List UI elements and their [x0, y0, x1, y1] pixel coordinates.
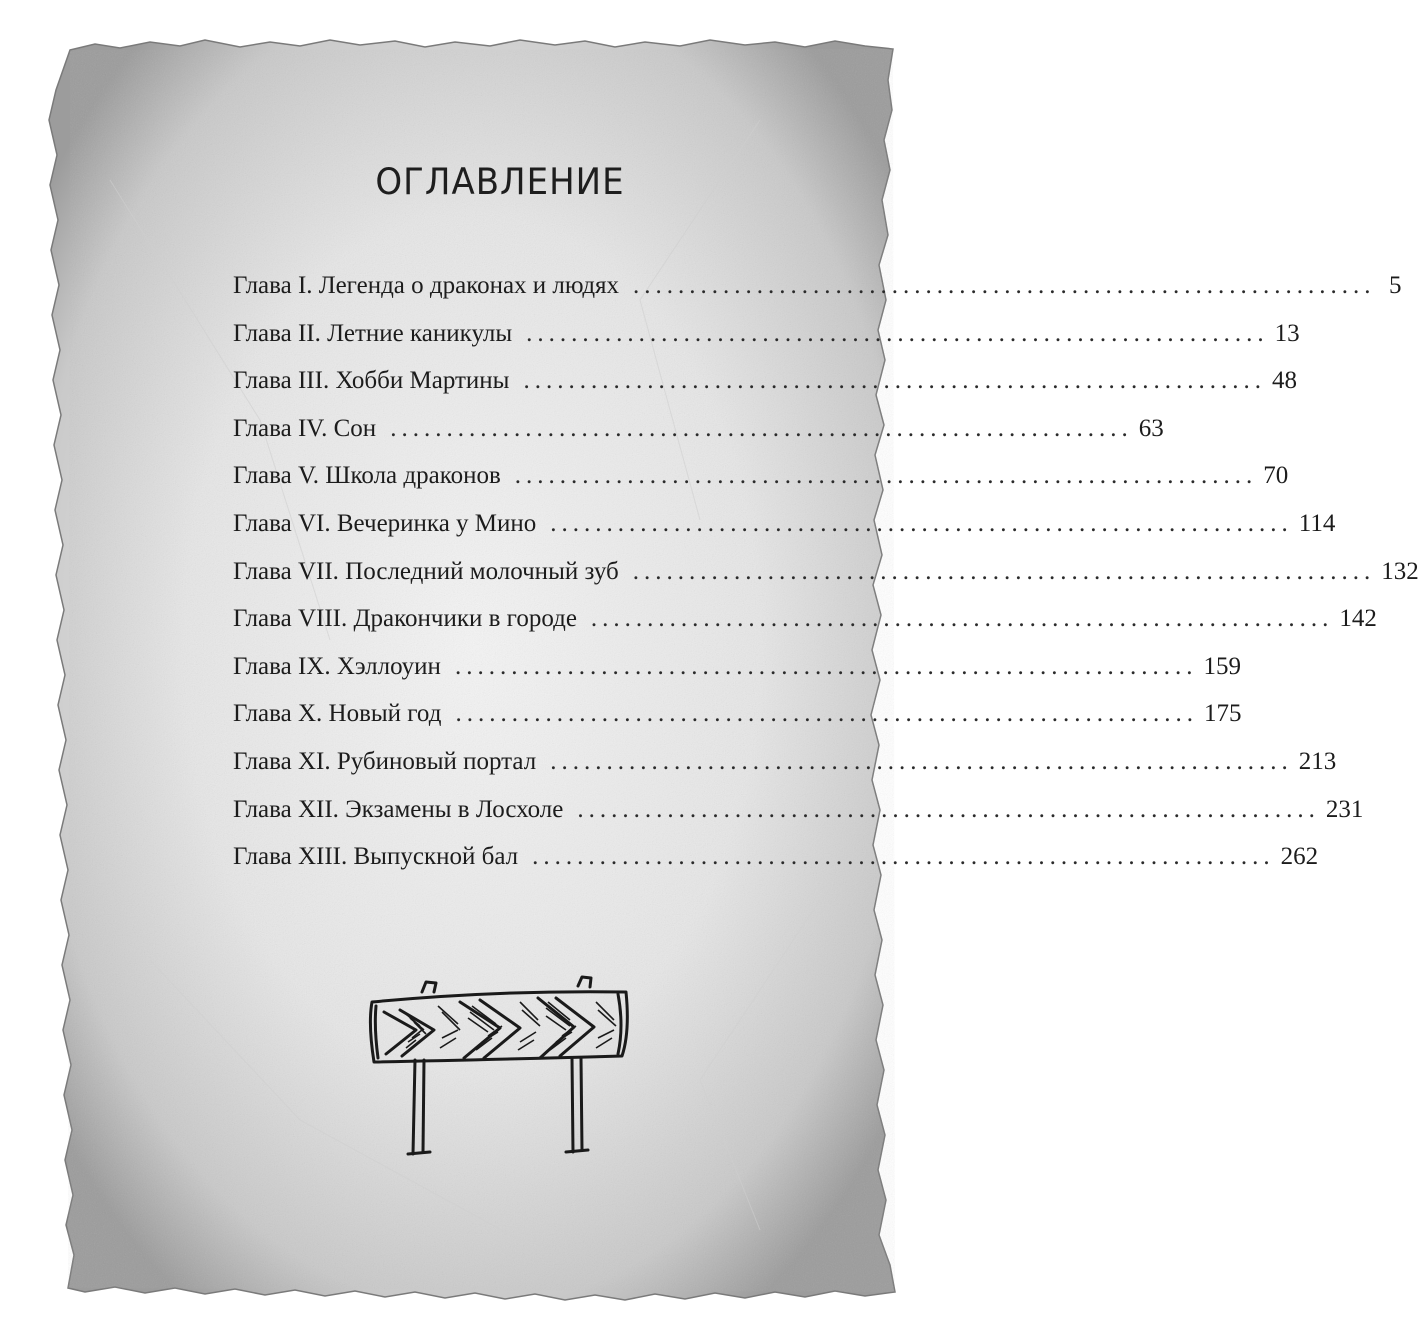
toc-entry[interactable] — [233, 462, 1289, 510]
toc-entry-title: Глава IV. Сон — [233, 414, 377, 442]
toc-entry-page: 159 — [1203, 652, 1241, 680]
toc-entry-page: 13 — [1274, 319, 1300, 347]
toc-entry-page: 132 — [1381, 557, 1419, 585]
table-of-contents — [233, 272, 1419, 891]
toc-leader-dots: .................................................................. — [454, 652, 1198, 680]
toc-entry-title: Глава V. Школа драконов — [233, 462, 501, 490]
toc-entry[interactable] — [233, 319, 1300, 368]
toc-entry-page: 213 — [1298, 747, 1337, 775]
toc-entry-page: 70 — [1263, 462, 1289, 490]
toc-entry-title: Глава I. Легенда о драконах и людях — [233, 272, 620, 299]
toc-entry[interactable] — [233, 652, 1241, 701]
toc-leader-dots: .................................................................. — [523, 367, 1266, 395]
toc-entry[interactable] — [233, 843, 1319, 891]
toc-entry-title: Глава XII. Экзамены в Лосхоле — [233, 795, 564, 823]
road-barrier-chevron-sign-icon — [360, 972, 635, 1157]
toc-entry[interactable] — [233, 605, 1377, 653]
toc-entry-title: Глава II. Летние каникулы — [233, 319, 513, 347]
toc-entry-title: Глава IX. Хэллоуин — [233, 652, 441, 680]
page-title: ОГЛАВЛЕНИЕ — [375, 160, 625, 204]
toc-entry-page: 48 — [1271, 367, 1297, 395]
toc-leader-dots: .................................................................. — [514, 462, 1258, 490]
toc-entry-page: 142 — [1339, 605, 1377, 633]
toc-entry[interactable] — [233, 367, 1297, 415]
toc-leader-dots: .................................................................. — [532, 843, 1275, 871]
toc-leader-dots: .................................................................. — [577, 795, 1320, 823]
toc-entry[interactable] — [233, 509, 1336, 558]
toc-entry[interactable] — [233, 747, 1337, 796]
toc-entry[interactable] — [233, 272, 1402, 320]
toc-entry-title: Глава VI. Вечеринка у Мино — [233, 509, 537, 537]
toc-entry[interactable] — [233, 795, 1364, 844]
toc-entry-page: 5 — [1389, 272, 1402, 299]
toc-leader-dots: .................................................................. — [633, 272, 1376, 299]
toc-entry[interactable] — [233, 557, 1419, 606]
toc-leader-dots: .................................................................. — [390, 414, 1133, 442]
toc-entry-title: Глава VIII. Дракончики в городе — [233, 605, 577, 633]
toc-entry[interactable] — [233, 414, 1164, 463]
toc-entry-page: 175 — [1203, 700, 1242, 728]
toc-entry[interactable] — [233, 700, 1242, 748]
toc-leader-dots: .................................................................. — [455, 700, 1198, 728]
toc-entry-page: 63 — [1138, 414, 1164, 442]
toc-entry-title: Глава III. Хобби Мартины — [233, 367, 510, 395]
toc-entry-title: Глава VII. Последний молочный зуб — [233, 557, 619, 585]
toc-entry-title: Глава XIII. Выпускной бал — [233, 843, 519, 871]
toc-leader-dots: .................................................................. — [590, 605, 1334, 633]
toc-entry-title: Глава X. Новый год — [233, 700, 442, 728]
toc-entry-page: 114 — [1298, 509, 1336, 537]
toc-leader-dots: .................................................................. — [550, 747, 1293, 775]
toc-leader-dots: .................................................................. — [632, 557, 1376, 585]
toc-entry-page: 262 — [1280, 843, 1319, 871]
toc-leader-dots: .................................................................. — [550, 509, 1293, 537]
toc-entry-page: 231 — [1325, 795, 1364, 823]
toc-entry-title: Глава XI. Рубиновый портал — [233, 747, 537, 775]
toc-leader-dots: .................................................................. — [526, 319, 1269, 347]
